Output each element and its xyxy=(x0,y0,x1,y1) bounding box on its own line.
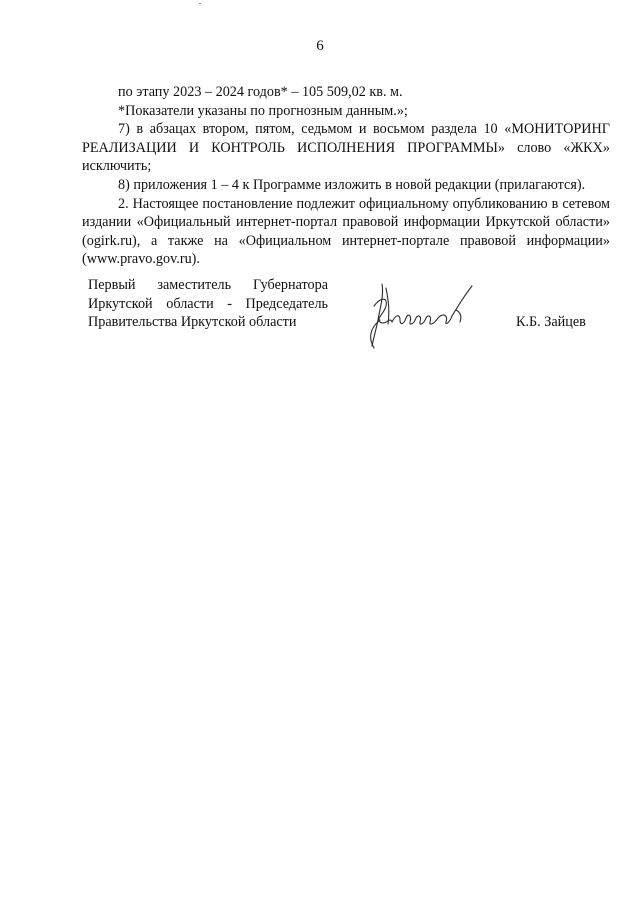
paragraph-area-value: по этапу 2023 – 2024 годов* – 105 509,02 кв. м. xyxy=(118,84,403,100)
signer-name: К.Б. Зайцев xyxy=(516,314,586,330)
page-number: 6 xyxy=(316,38,324,54)
paragraph-footnote: *Показатели указаны по прогнозным данным.»; xyxy=(118,102,408,119)
paragraph-item-7: 7) в абзацах втором, пятом, седьмом и восьмом раздела 10 «МОНИТОРИНГ РЕАЛИЗАЦИИ И КОНТРОЛЬ ИСПОЛНЕНИЯ ПРОГРАММЫ» слово «ЖКХ» исключить; xyxy=(82,121,610,175)
position-line-2: Иркутской области - Председатель xyxy=(88,295,328,312)
paragraph-publication: 2. Настоящее постановление подлежит официальному опубликованию в сетевом издании «Официальный интернет-портал правовой информации Иркутской области» (ogirk.ru), а также на «Официальном интернет-портале правовой информации» (www.pravo.gov.ru). xyxy=(82,195,610,268)
scan-speck xyxy=(199,3,201,4)
signatory-position xyxy=(88,276,328,332)
document-body xyxy=(82,83,610,269)
paragraph-item-8: 8) приложения 1 – 4 к Программе изложить в новой редакции (прилагаются). xyxy=(118,176,586,193)
position-line-3: Правительства Иркутской области xyxy=(88,314,297,331)
position-line-1: Первый заместитель Губернатора xyxy=(88,277,328,293)
handwritten-signature xyxy=(360,276,490,356)
